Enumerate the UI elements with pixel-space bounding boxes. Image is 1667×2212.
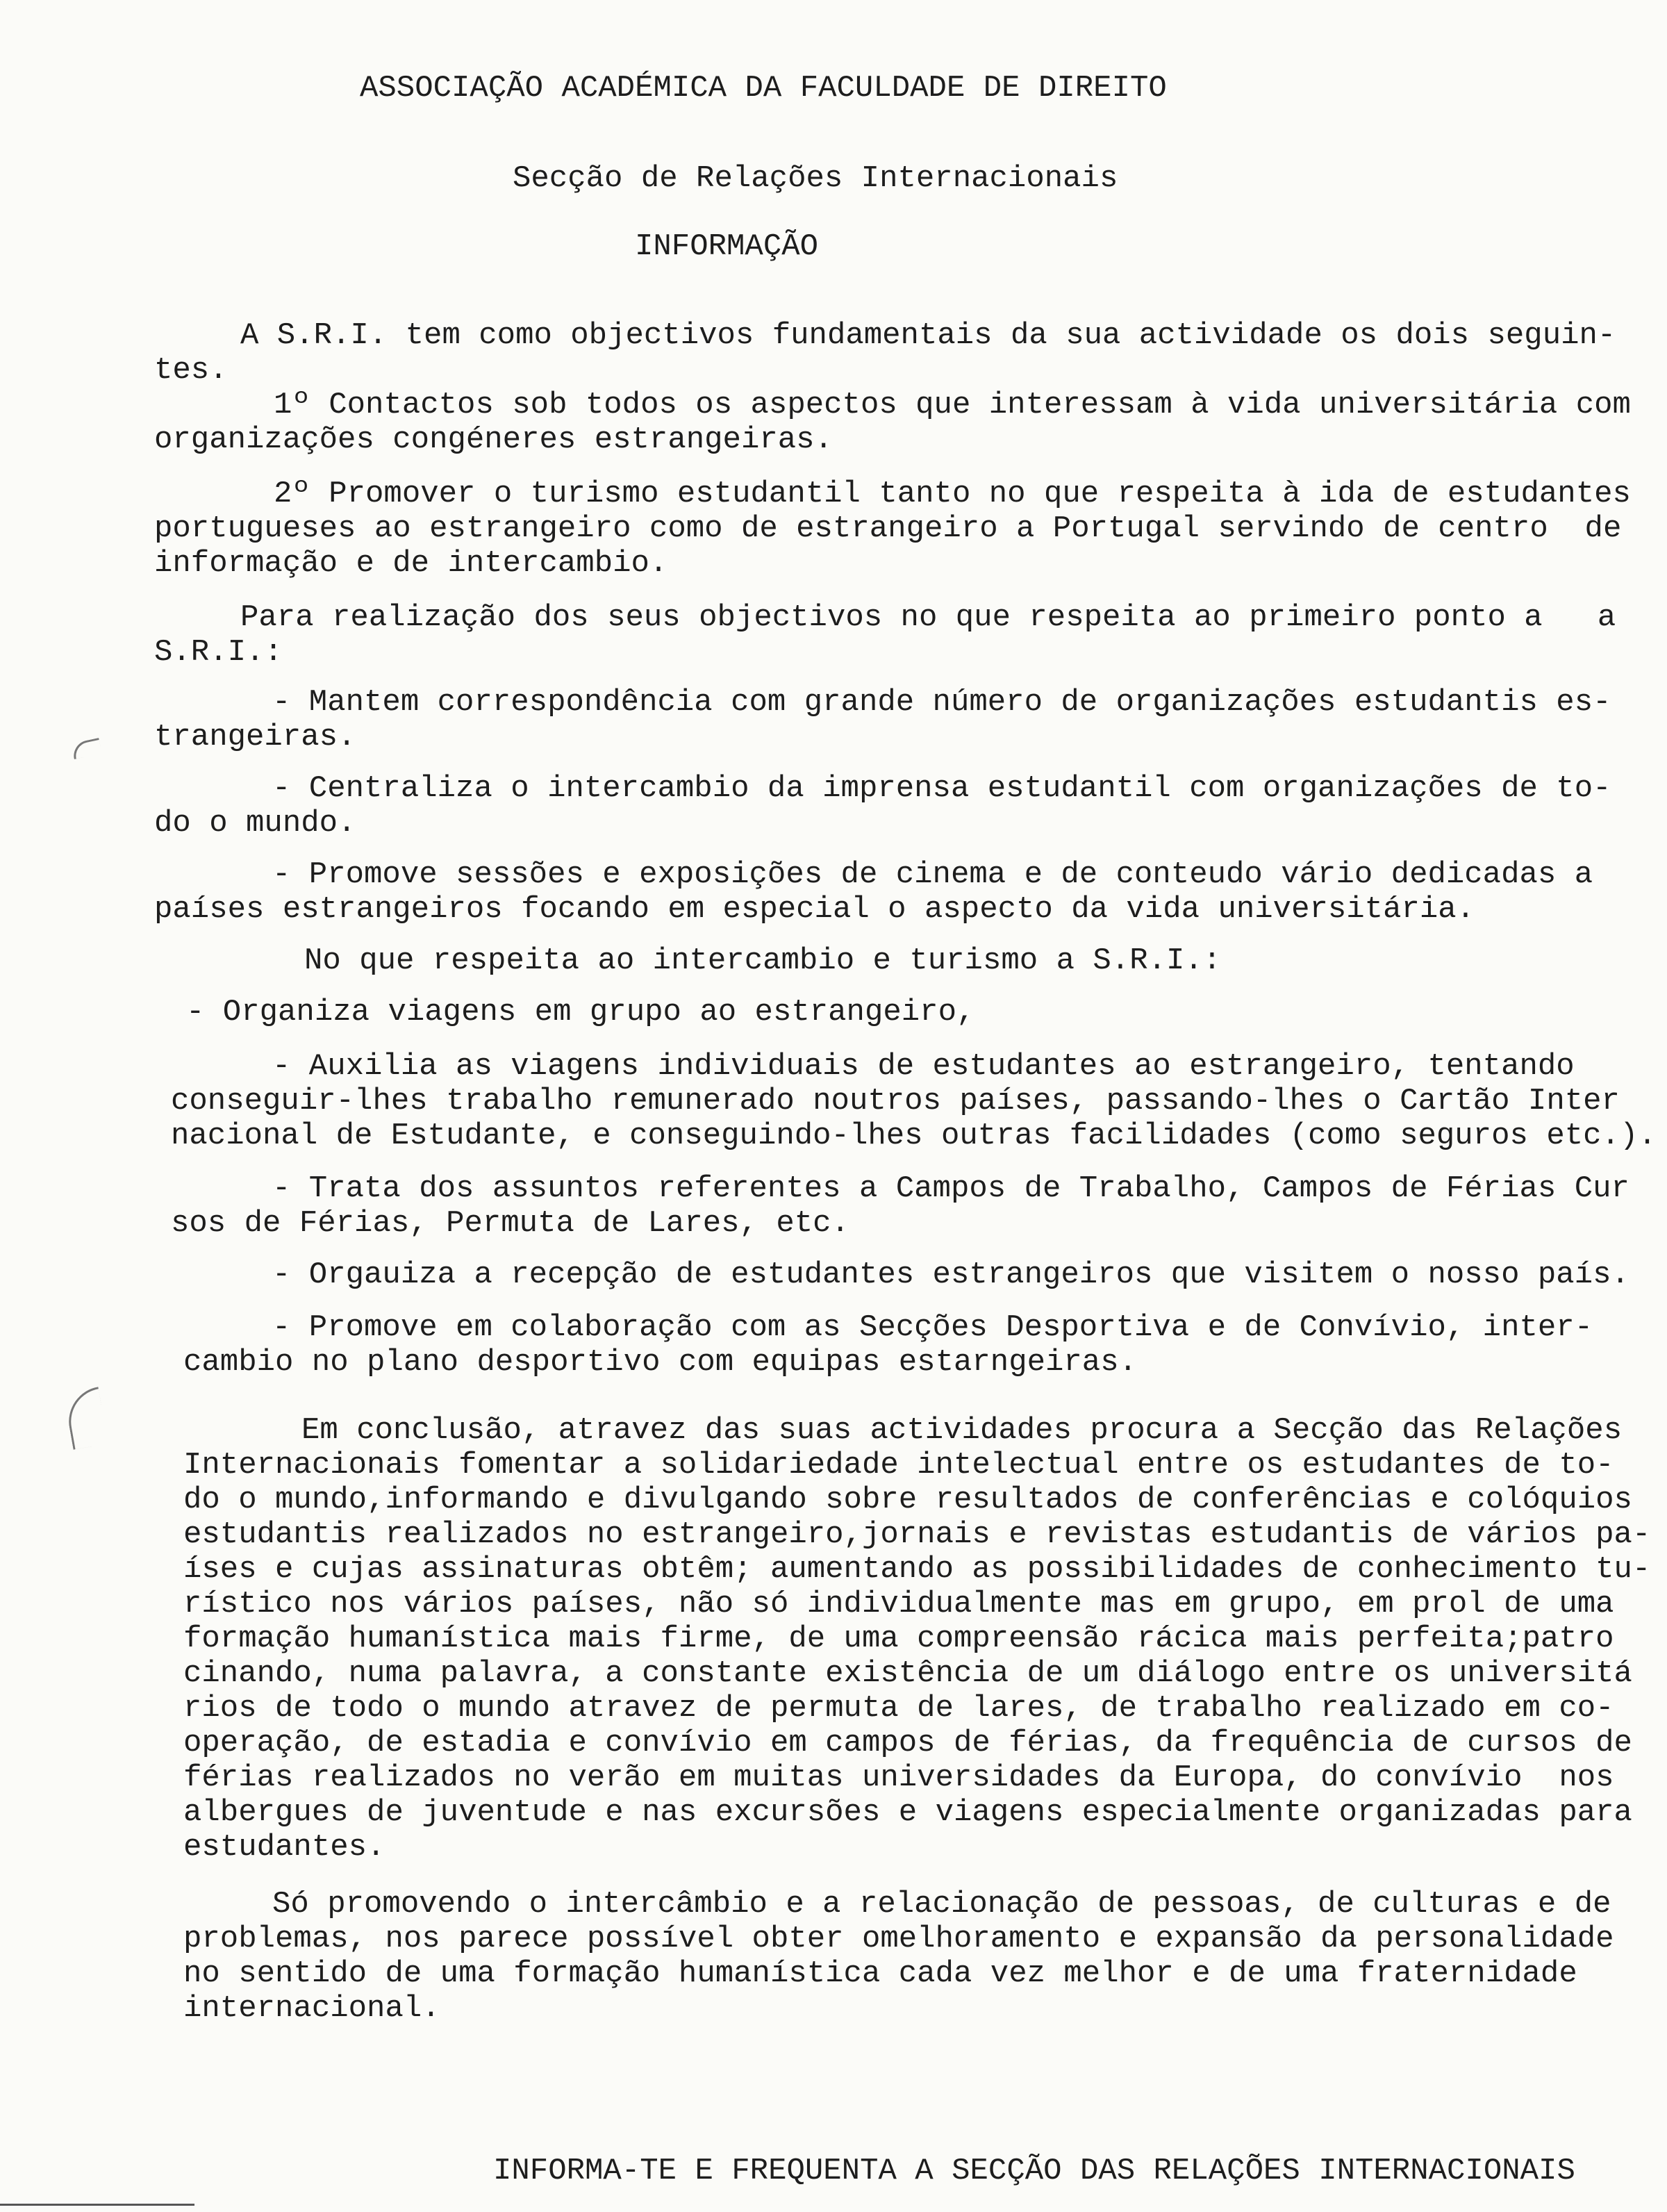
- body-line: formação humanística mais firme, de uma compreensão rácica mais perfeita;patro: [183, 1621, 1614, 1656]
- body-line: cinando, numa palavra, a constante existência de um diálogo entre os universitá: [183, 1656, 1632, 1691]
- bottom-edge-rule: [0, 2204, 194, 2206]
- body-line: operação, de estadia e convívio em campos de férias, da frequência de cursos de: [183, 1726, 1632, 1760]
- footer-slogan: INFORMA-TE E FREQUENTA A SECÇÃO DAS RELAÇÕES INTERNACIONAIS: [493, 2154, 1575, 2188]
- body-line: organizações congéneres estrangeiras.: [154, 422, 833, 457]
- body-line: - Orgauiza a recepção de estudantes estrangeiros que visitem o nosso país.: [272, 1257, 1629, 1292]
- body-line: 2º Promover o turismo estudantil tanto no que respeita à ida de estudantes: [274, 477, 1631, 511]
- body-line: Internacionais fomentar a solidariedade intelectual entre os estudantes de to-: [183, 1448, 1614, 1483]
- body-line: cambio no plano desportivo com equipas estarngeiras.: [183, 1345, 1138, 1380]
- body-line: - Centraliza o intercambio da imprensa estudantil com organizações de to-: [272, 771, 1611, 806]
- body-line: no sentido de uma formação humanística cada vez melhor e de uma fraternidade: [183, 1956, 1577, 1991]
- body-line: trangeiras.: [154, 720, 356, 754]
- body-line: S.R.I.:: [154, 635, 283, 670]
- body-line: íses e cujas assinaturas obtêm; aumentando as possibilidades de conhecimento tu-: [183, 1552, 1651, 1587]
- margin-mark: [71, 738, 102, 759]
- organization-heading: ASSOCIAÇÃO ACADÉMICA DA FACULDADE DE DIREITO: [360, 71, 1167, 106]
- body-line: rios de todo o mundo atravez de permuta de lares, de trabalho realizado em co-: [183, 1691, 1614, 1726]
- body-line: portugueses ao estrangeiro como de estrangeiro a Portugal servindo de centro de: [154, 511, 1622, 546]
- margin-mark: [63, 1387, 108, 1450]
- body-line: férias realizados no verão em muitas universidades da Europa, do convívio nos: [183, 1760, 1614, 1795]
- body-line: estudantes.: [183, 1830, 385, 1865]
- section-heading: Secção de Relações Internacionais: [513, 161, 1118, 196]
- body-line: - Mantem correspondência com grande número de organizações estudantis es-: [272, 685, 1611, 720]
- body-line: do o mundo.: [154, 806, 356, 841]
- body-line: Para realização dos seus objectivos no que respeita ao primeiro ponto a a: [240, 600, 1616, 635]
- body-line: tes.: [154, 353, 228, 388]
- body-line: internacional.: [183, 1991, 440, 2026]
- body-line: do o mundo,informando e divulgando sobre resultados de conferências e colóquios: [183, 1483, 1632, 1517]
- body-line: - Organiza viagens em grupo ao estrangeiro,: [186, 995, 975, 1030]
- body-line: - Promove em colaboração com as Secções Desportiva e de Convívio, inter-: [272, 1310, 1593, 1345]
- body-line: albergues de juventude e nas excursões e viagens especialmente organizadas para: [183, 1795, 1632, 1830]
- document-type-heading: INFORMAÇÃO: [635, 229, 819, 264]
- body-line: - Promove sessões e exposições de cinema e de conteudo vário dedicadas a: [272, 857, 1593, 892]
- body-line: Só promovendo o intercâmbio e a relacionação de pessoas, de culturas e de: [272, 1887, 1611, 1922]
- body-line: nacional de Estudante, e conseguindo-lhes outras facilidades (como seguros etc.).: [171, 1119, 1657, 1153]
- body-line: Em conclusão, atravez das suas actividades procura a Secção das Relações: [301, 1413, 1623, 1448]
- body-line: A S.R.I. tem como objectivos fundamentais da sua actividade os dois seguin-: [240, 318, 1616, 353]
- body-line: - Auxilia as viagens individuais de estudantes ao estrangeiro, tentando: [272, 1049, 1575, 1084]
- body-line: informação e de intercambio.: [154, 546, 668, 581]
- body-line: países estrangeiros focando em especial o aspecto da vida universitária.: [154, 892, 1475, 927]
- body-line: sos de Férias, Permuta de Lares, etc.: [171, 1206, 849, 1241]
- body-line: estudantis realizados no estrangeiro,jornais e revistas estudantis de vários pa-: [183, 1517, 1651, 1552]
- body-line: conseguir-lhes trabalho remunerado noutros países, passando-lhes o Cartão Inter: [171, 1084, 1620, 1119]
- body-line: - Trata dos assuntos referentes a Campos de Trabalho, Campos de Férias Cur: [272, 1171, 1629, 1206]
- body-line: 1º Contactos sob todos os aspectos que interessam à vida universitária com: [274, 388, 1631, 422]
- body-line: problemas, nos parece possível obter omelhoramento e expansão da personalidade: [183, 1922, 1614, 1956]
- body-line: No que respeita ao intercambio e turismo a S.R.I.:: [304, 943, 1222, 978]
- body-line: rístico nos vários países, não só individualmente mas em grupo, em prol de uma: [183, 1587, 1614, 1621]
